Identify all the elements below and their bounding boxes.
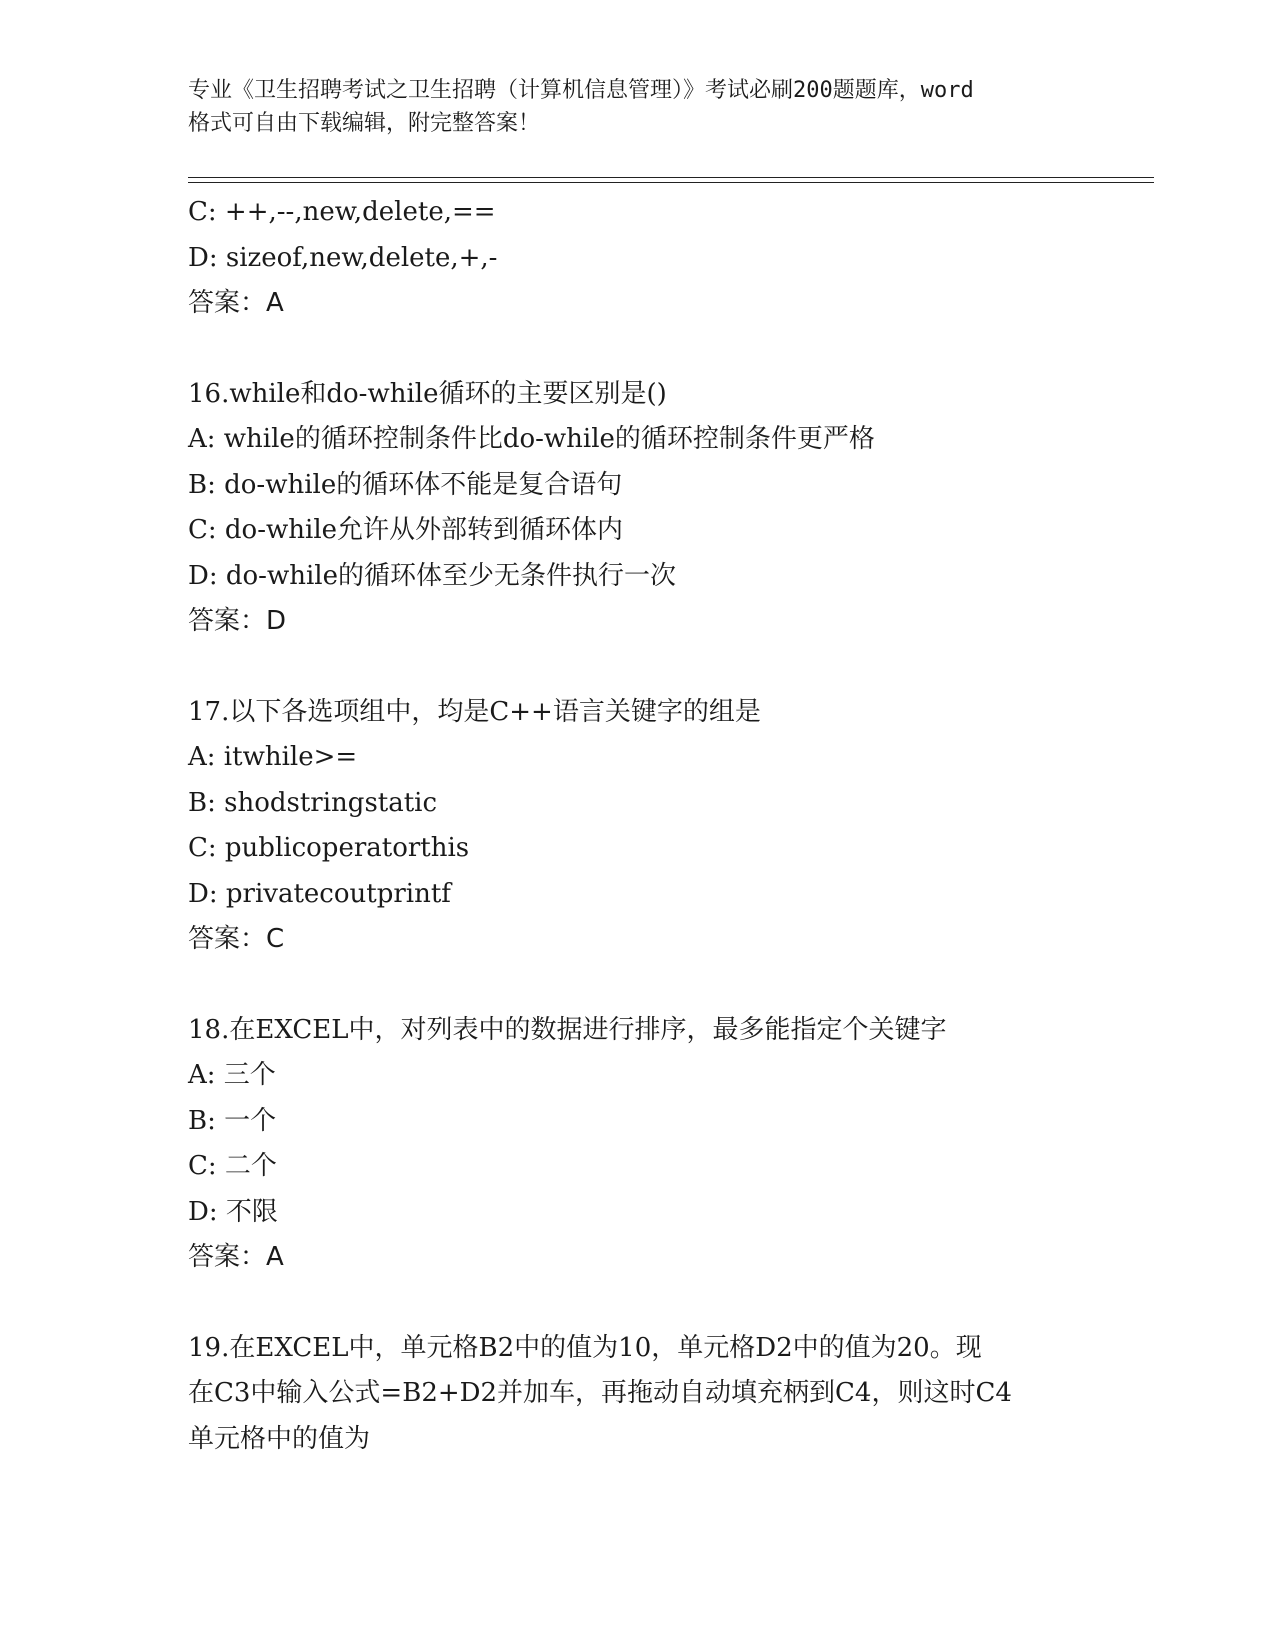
q16-option-d: D: do-while的循环体至少无条件执行一次 [188, 560, 676, 591]
q15-option-d: D: sizeof,new,delete,+,- [188, 242, 498, 273]
q15-answer: 答案：A [188, 288, 284, 318]
q19-question-line-3: 单元格中的值为 [188, 1423, 371, 1454]
q16-option-b: B: do-while的循环体不能是复合语句 [188, 469, 623, 500]
q17-option-b: B: shodstringstatic [188, 787, 438, 818]
q16-question: 16.while和do-while循环的主要区别是() [188, 378, 667, 409]
q18-question: 18.在EXCEL中，对列表中的数据进行排序，最多能指定个关键字 [188, 1014, 947, 1045]
header-title-line-1: 专业《卫生招聘考试之卫生招聘（计算机信息管理）》考试必刷200题题库，word [188, 78, 974, 103]
q18-option-b: B: 一个 [188, 1105, 277, 1136]
q18-option-a: A: 三个 [188, 1060, 276, 1090]
q15-option-c: C: ++,--,new,delete,== [188, 197, 496, 227]
q19-question-line-2: 在C3中输入公式=B2+D2并加车，再拖动自动填充柄到C4，则这时C4 [188, 1378, 1012, 1408]
question-15-block [188, 190, 1088, 327]
header-title-line-2: 格式可自由下载编辑，附完整答案！ [188, 111, 541, 136]
header-divider-bottom [188, 182, 1154, 183]
question-17-block [188, 690, 1088, 963]
q17-option-c: C: publicoperatorthis [188, 833, 470, 863]
q17-option-d: D: privatecoutprintf [188, 878, 451, 909]
q19-question-line-1: 19.在EXCEL中，单元格B2中的值为10，单元格D2中的值为20。现 [188, 1332, 982, 1363]
q18-option-c: C: 二个 [188, 1151, 277, 1181]
question-16-block [188, 372, 1088, 645]
question-18-block [188, 1008, 1088, 1281]
q18-answer: 答案：A [188, 1242, 284, 1272]
q16-option-a: A: while的循环控制条件比do-while的循环控制条件更严格 [188, 424, 875, 454]
question-gap [188, 963, 1088, 1008]
question-list [188, 190, 1088, 1462]
question-gap [188, 645, 1088, 690]
q16-answer: 答案：D [188, 606, 287, 636]
q18-option-d: D: 不限 [188, 1196, 278, 1227]
q16-option-c: C: do-while允许从外部转到循环体内 [188, 515, 624, 545]
header-divider-top [188, 177, 1154, 178]
q17-question: 17.以下各选项组中，均是C++语言关键字的组是 [188, 696, 761, 727]
q17-answer: 答案：C [188, 924, 285, 954]
q17-option-a: A: itwhile>= [188, 742, 358, 772]
question-gap [188, 327, 1088, 372]
question-gap [188, 1281, 1088, 1326]
question-19-block [188, 1326, 1088, 1463]
document-header [188, 74, 1088, 140]
